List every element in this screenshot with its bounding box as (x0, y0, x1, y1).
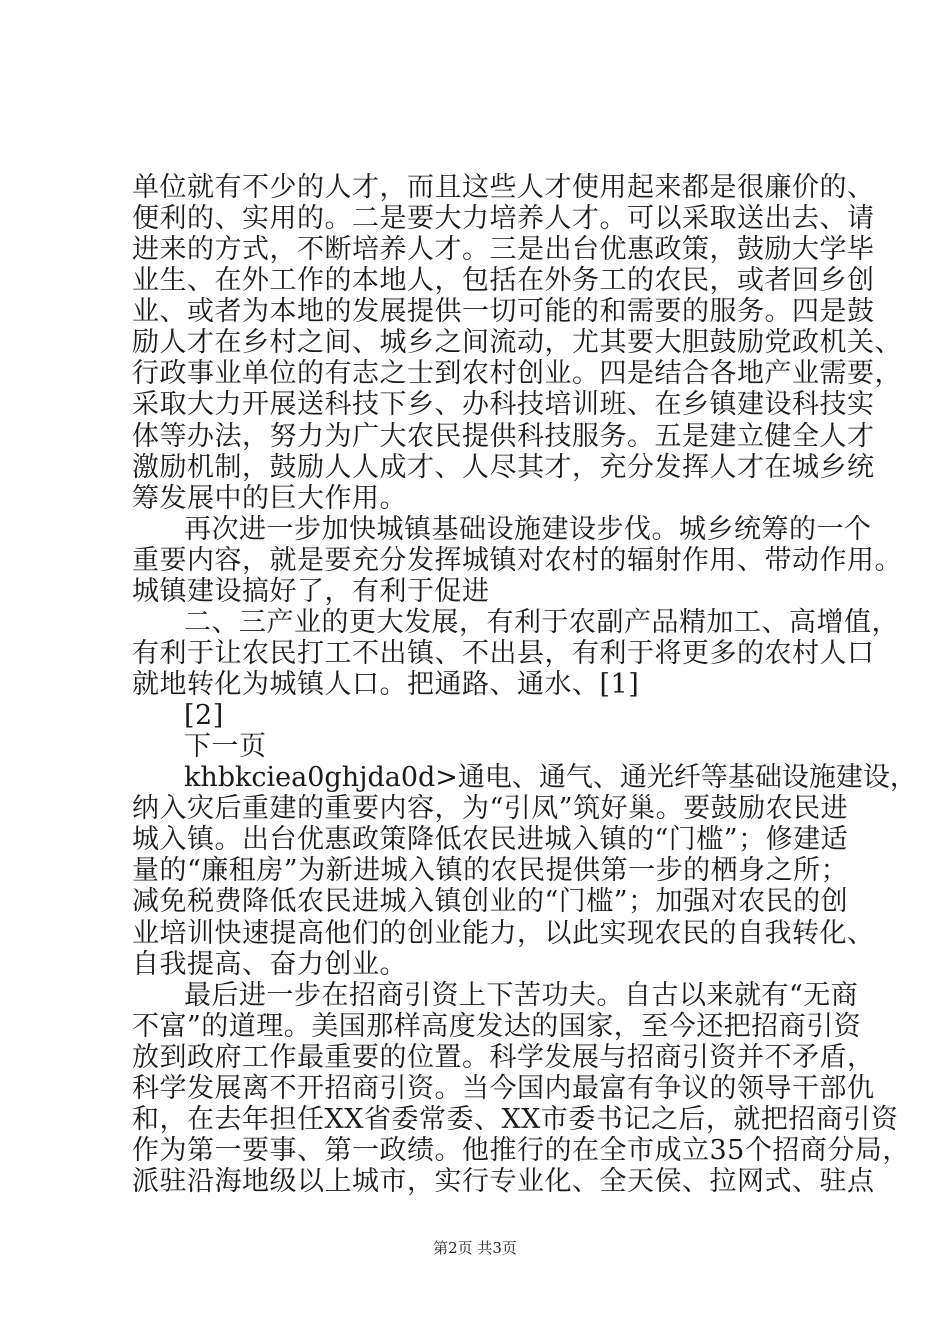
body-text-line: 自我提高、奋力创业。 (132, 949, 407, 980)
body-text-line: 城入镇。出台优惠政策降低农民进城入镇的“门槛”；修建适 (132, 824, 849, 855)
body-text-line: 便利的、实用的。二是要大力培养人才。可以采取送出去、请 (132, 203, 875, 234)
body-text-line: 重要内容，就是要充分发挥城镇对农村的辐射作用、带动作用。 (132, 545, 902, 576)
page-footer: 第2页 共3页 (433, 1239, 517, 1257)
body-text-line: 业生、在外工作的本地人，包括在外务工的农民，或者回乡创 (132, 265, 875, 296)
body-text-line: 业、或者为本地的发展提供一切可能的和需要的服务。四是鼓 (132, 296, 875, 327)
body-text-line: 进来的方式，不断培养人才。三是出台优惠政策，鼓励大学毕 (132, 234, 875, 265)
paragraph-start-line: 二、三产业的更大发展，有利于农副产品精加工、高增值， (184, 607, 899, 638)
body-text-line: 纳入灾后重建的重要内容，为“引凤”筑好巢。要鼓励农民进 (132, 793, 849, 824)
body-text-line: 励人才在乡村之间、城乡之间流动，尤其要大胆鼓励党政机关、 (132, 327, 902, 358)
body-text-line: 量的“廉租房”为新进城入镇的农民提供第一步的栖身之所； (132, 855, 849, 886)
paragraph-start-line: 再次进一步加快城镇基础设施建设步伐。城乡统筹的一个 (184, 514, 872, 545)
body-text-line: 筹发展中的巨大作用。 (132, 483, 407, 514)
body-text-line: 和，在去年担任XX省委常委、XX市委书记之后，就把招商引资 (132, 1104, 899, 1135)
body-text-line: 行政事业单位的有志之士到农村创业。四是结合各地产业需要， (132, 358, 902, 389)
paragraph-start-line: khbkciea0ghjda0d>通电、通气、通光纤等基础设施建设， (184, 762, 917, 793)
body-text-line: 派驻沿海地级以上城市，实行专业化、全天侯、拉网式、驻点 (132, 1166, 875, 1197)
body-text-line: 有利于让农民打工不出镇、不出县，有利于将更多的农村人口 (132, 638, 875, 669)
body-text-line: 减免税费降低农民进城入镇创业的“门槛”；加强对农民的创 (132, 886, 849, 917)
body-text-line: 激励机制，鼓励人人成才、人尽其才，充分发挥人才在城乡统 (132, 452, 875, 483)
body-text-line: 体等办法，努力为广大农民提供科技服务。五是建立健全人才 (132, 421, 875, 452)
body-text-line: 就地转化为城镇人口。把通路、通水、[1] (132, 669, 640, 700)
body-text-line: 科学发展离不开招商引资。当今国内最富有争议的领导干部仇 (132, 1073, 875, 1104)
body-text-line: 采取大力开展送科技下乡、办科技培训班、在乡镇建设科技实 (132, 389, 875, 420)
body-text-line: 城镇建设搞好了，有利于促进 (132, 576, 490, 607)
next-page-link[interactable]: 下一页 (184, 731, 267, 762)
body-text-line: 业培训快速提高他们的创业能力，以此实现农民的自我转化、 (132, 918, 875, 949)
body-text-line: 不富”的道理。美国那样高度发达的国家，至今还把招商引资 (132, 1011, 862, 1042)
body-text-line: 放到政府工作最重要的位置。科学发展与招商引资并不矛盾， (132, 1042, 875, 1073)
body-text-line: 单位就有不少的人才，而且这些人才使用起来都是很廉价的、 (132, 172, 875, 203)
paragraph-start-line: 最后进一步在招商引资上下苦功夫。自古以来就有“无商 (184, 980, 859, 1011)
body-text-line: 作为第一要事、第一政绩。他推行的在全市成立35个招商分局， (132, 1135, 910, 1166)
footnote-link[interactable]: [2] (184, 700, 224, 731)
